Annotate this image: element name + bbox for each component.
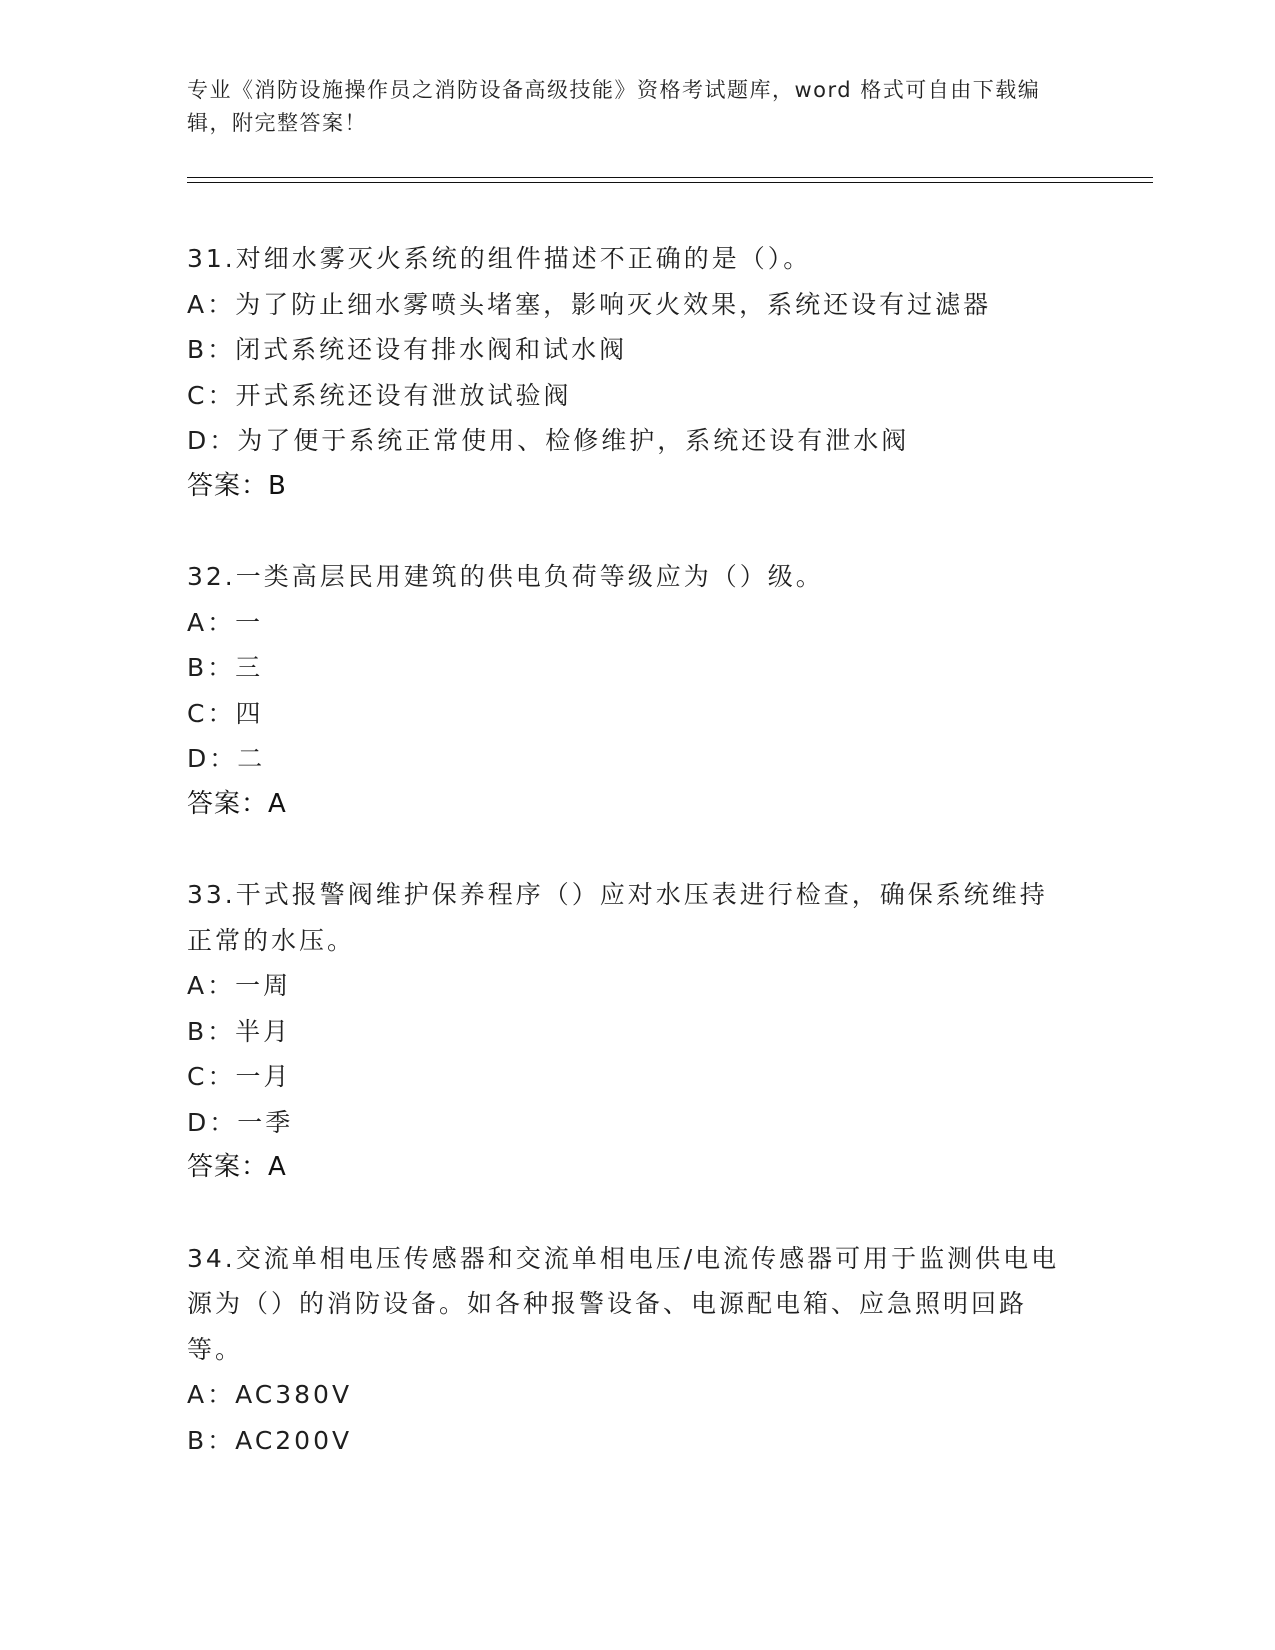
question-stem: 31.对细水雾灭火系统的组件描述不正确的是（）。 bbox=[187, 244, 812, 273]
option-d: D：为了便于系统正常使用、检修维护，系统还设有泄水阀 bbox=[187, 426, 910, 455]
question-item bbox=[187, 554, 1087, 827]
option-d: D：一季 bbox=[187, 1107, 294, 1137]
option-b: B：半月 bbox=[187, 1016, 292, 1046]
header-divider-top bbox=[187, 177, 1153, 178]
option-a: A：一 bbox=[187, 607, 264, 637]
option-c: C：一月 bbox=[187, 1062, 292, 1091]
question-item bbox=[187, 872, 1087, 1191]
answer-line: 答案：A bbox=[187, 788, 287, 819]
option-a: A：为了防止细水雾喷头堵塞，影响灭火效果，系统还设有过滤器 bbox=[187, 289, 992, 319]
question-stem: 34.交流单相电压传感器和交流单相电压/电流传感器可用于监测供电电源为（）的消防设备。如各种报警设备、电源配电箱、应急照明回路等。 bbox=[187, 1243, 1060, 1364]
question-stem: 32.一类高层民用建筑的供电负荷等级应为（）级。 bbox=[187, 562, 824, 591]
question-stem: 33.干式报警阀维护保养程序（）应对水压表进行检查，确保系统维持正常的水压。 bbox=[187, 880, 1048, 955]
option-b: B：三 bbox=[187, 653, 264, 682]
option-a: A：AC380V bbox=[187, 1380, 353, 1409]
document-header: 专业《消防设施操作员之消防设备高级技能》资格考试题库，word 格式可自由下载编辑，附完整答案！ bbox=[187, 78, 1041, 135]
option-c: C：四 bbox=[187, 698, 264, 728]
question-item bbox=[187, 1236, 1087, 1464]
option-d: D：二 bbox=[187, 744, 266, 773]
question-item bbox=[187, 236, 1087, 509]
option-b: B：闭式系统还设有排水阀和试水阀 bbox=[187, 335, 628, 364]
answer-line: 答案：B bbox=[187, 470, 287, 501]
answer-line: 答案：A bbox=[187, 1152, 287, 1182]
option-a: A：一周 bbox=[187, 971, 292, 1000]
option-c: C：开式系统还设有泄放试验阀 bbox=[187, 380, 572, 410]
header-divider-bottom bbox=[187, 182, 1153, 183]
option-b: B：AC200V bbox=[187, 1425, 353, 1455]
question-list bbox=[187, 236, 1087, 1508]
